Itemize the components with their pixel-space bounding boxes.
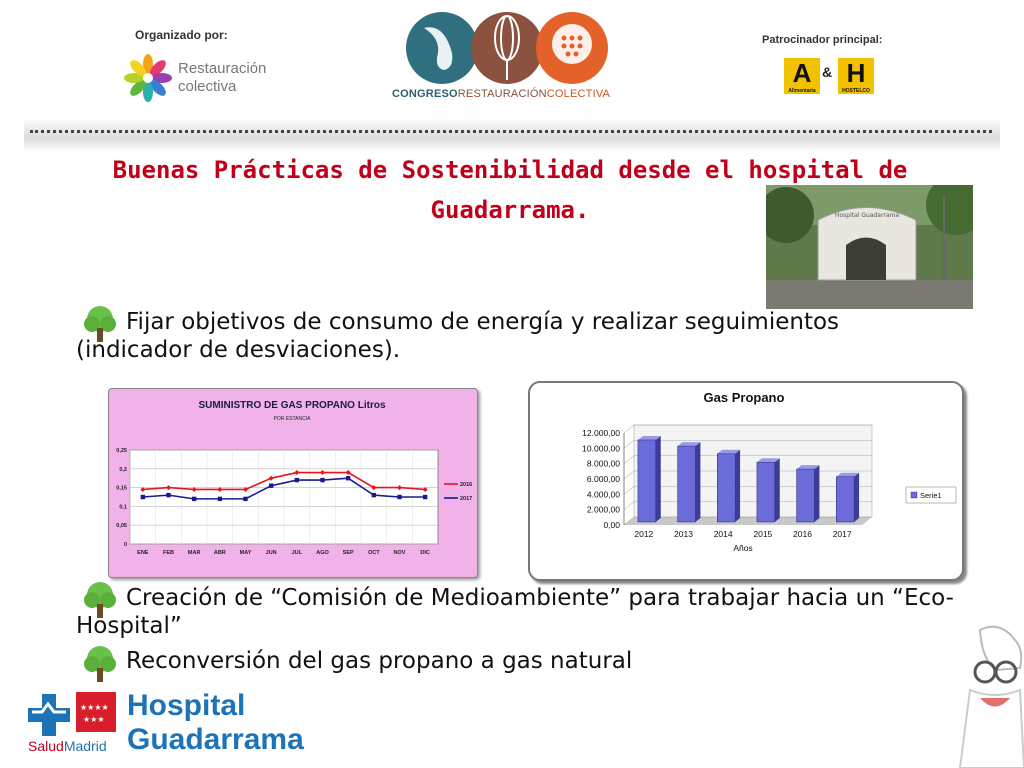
chart1-x-tick-label: JUN <box>265 550 277 556</box>
chart2-y-tick-label: 10.000,00 <box>582 443 620 454</box>
congress-name <box>392 88 610 100</box>
chart2-bar <box>836 477 854 522</box>
chart2-bar-side <box>775 458 780 522</box>
chart1-x-tick-label: DIC <box>420 550 430 556</box>
organizer-name-line2: colectiva <box>178 78 237 95</box>
chart1-legend-label: 2017 <box>460 496 473 502</box>
chart1-y-tick-label: 0 <box>123 542 127 548</box>
chart1-y-tick-label: 0,15 <box>116 485 127 492</box>
chart1-point-2017 <box>397 495 401 499</box>
chart1-y-tick-label: 0,2 <box>119 466 127 473</box>
chart1-x-tick-label: JUL <box>291 550 303 556</box>
chart2-gridline-side <box>624 471 634 479</box>
congress-logo-icon <box>404 8 610 88</box>
chart1-plot <box>108 388 476 576</box>
sponsor-alimentaria-logo: A <box>784 58 820 94</box>
chart2-bar-side <box>854 473 859 522</box>
chart1-x-tick-label: SEP <box>342 550 354 556</box>
chef-illustration <box>940 620 1024 768</box>
chart1-point-2017 <box>192 497 196 501</box>
chart2-y-tick-label: 8.000,00 <box>586 458 620 469</box>
chart2-x-axis-label: Años <box>733 543 753 553</box>
chart1-point-2017 <box>269 484 273 488</box>
chart2-bar <box>797 469 815 522</box>
chart2-gridline-side <box>624 502 634 510</box>
hospital-entrance-photo <box>766 185 973 309</box>
chart1-point-2017 <box>423 495 427 499</box>
chart1-y-tick-label: 0,1 <box>119 504 127 511</box>
svg-text:★★★: ★★★ <box>83 715 105 724</box>
chart2-bar-side <box>735 450 740 522</box>
slide-title: Buenas Prácticas de Sostenibilidad desde el hospital de Guadarrama. <box>112 156 908 224</box>
hospital-name-line2: Guadarrama <box>127 723 304 756</box>
chart1-point-2017 <box>218 497 222 501</box>
congress-name-part3: COLECTIVA <box>546 88 611 100</box>
chart2-x-tick-label: 2013 <box>674 529 693 539</box>
chart1-point-2017 <box>346 476 350 480</box>
bullet-text-gas-conversion: Reconversión del gas propano a gas natural <box>126 648 633 674</box>
chart2-gridline-side <box>624 440 634 448</box>
chart1-legend-label: 2016 <box>460 482 473 488</box>
chart1-x-tick-label: MAY <box>239 550 252 556</box>
header-dotted-divider <box>30 130 992 133</box>
chart1-x-tick-label: AGO <box>316 550 329 556</box>
chart2-bar <box>757 462 775 522</box>
chart1-x-tick-label: NOV <box>393 550 406 556</box>
chart1-subtitle: POR ESTANCIA <box>273 416 311 422</box>
chart2-gridline-side <box>624 456 634 464</box>
chart2-y-tick-label: 12.000,00 <box>582 428 620 438</box>
chart2-y-tick-label: 4.000,00 <box>586 489 620 500</box>
chart2-x-tick-label: 2016 <box>793 529 812 539</box>
sponsor-alimentaria-caption: Alimentaria <box>788 88 816 94</box>
chart2-legend-label: Serie1 <box>920 491 942 500</box>
chart2-bar <box>717 454 735 522</box>
header-divider-band <box>24 118 1000 152</box>
chart2-floor <box>624 517 872 525</box>
sponsor-hostelco-caption: HOSTELCO <box>842 88 870 94</box>
chart1-point-2017 <box>320 478 324 482</box>
chart1-title: SUMINISTRO DE GAS PROPANO Litros <box>198 400 386 411</box>
chart2-gridline-side <box>624 486 634 494</box>
svg-text:★★★★: ★★★★ <box>80 703 109 712</box>
salud-madrid-part1: Salud <box>28 738 64 754</box>
chart2-gridline-side <box>624 425 634 433</box>
chart2-title: Gas Propano <box>703 390 785 405</box>
salud-madrid-part2: Madrid <box>63 738 107 754</box>
chart2-x-tick-label: 2012 <box>634 529 654 539</box>
chart2-x-tick-label: 2017 <box>832 529 852 539</box>
chart2-bar <box>678 446 696 522</box>
organized-by-label: Organizado por: <box>135 28 228 42</box>
bullet-text-commission: Creación de “Comisión de Medioambiente” para trabajar hacia un “Eco-Hospital” <box>76 585 954 639</box>
chart1-point-2017 <box>372 493 376 497</box>
congress-name-part1: CONGRESO <box>392 88 458 100</box>
sponsor-hostelco-logo: H <box>838 58 874 94</box>
chart1-point-2017 <box>141 495 145 499</box>
chart1-point-2017 <box>243 497 247 501</box>
chart2-bar-side <box>814 465 819 522</box>
salud-madrid-label <box>28 738 107 754</box>
chart1-y-tick-label: 0,05 <box>116 523 127 530</box>
chart1-x-tick-label: OCT <box>368 550 380 556</box>
chart1-x-tick-label: ABR <box>213 550 226 556</box>
chart2-x-tick-label: 2014 <box>713 529 733 539</box>
comunidad-madrid-logo-icon <box>28 690 120 738</box>
chart2-legend-swatch <box>911 492 917 498</box>
chart2-bar-side <box>656 436 661 522</box>
chart2-plot <box>528 381 960 577</box>
chart2-y-tick-label: 0,00 <box>603 520 620 530</box>
main-sponsor-label: Patrocinador principal: <box>762 34 883 46</box>
congress-name-part2: RESTAURACIÓN <box>457 88 547 100</box>
bullet-text-objectives: Fijar objetivos de consumo de energía y realizar seguimientos (indicador de desviaciones). <box>76 309 840 363</box>
chart2-y-tick-label: 2.000,00 <box>586 504 620 515</box>
chart2-bar <box>638 440 656 522</box>
chart2-x-tick-label: 2015 <box>753 529 773 539</box>
chart1-point-2017 <box>166 493 170 497</box>
sponsor-ampersand: & <box>822 64 833 80</box>
chart1-point-2017 <box>295 478 299 482</box>
hospital-name-line1: Hospital <box>127 689 246 722</box>
chart2-bar-side <box>695 442 700 522</box>
chart1-x-tick-label: FEB <box>163 550 174 556</box>
chart1-x-tick-label: ENE <box>137 550 149 556</box>
organizer-name-line1: Restauración <box>178 60 267 77</box>
photo-sign-text: Hospital Guadarrama <box>834 212 900 219</box>
chart1-y-tick-label: 0,25 <box>116 448 127 454</box>
chart2-y-tick-label: 6.000,00 <box>586 474 620 484</box>
chart1-x-tick-label: MAR <box>187 550 201 556</box>
